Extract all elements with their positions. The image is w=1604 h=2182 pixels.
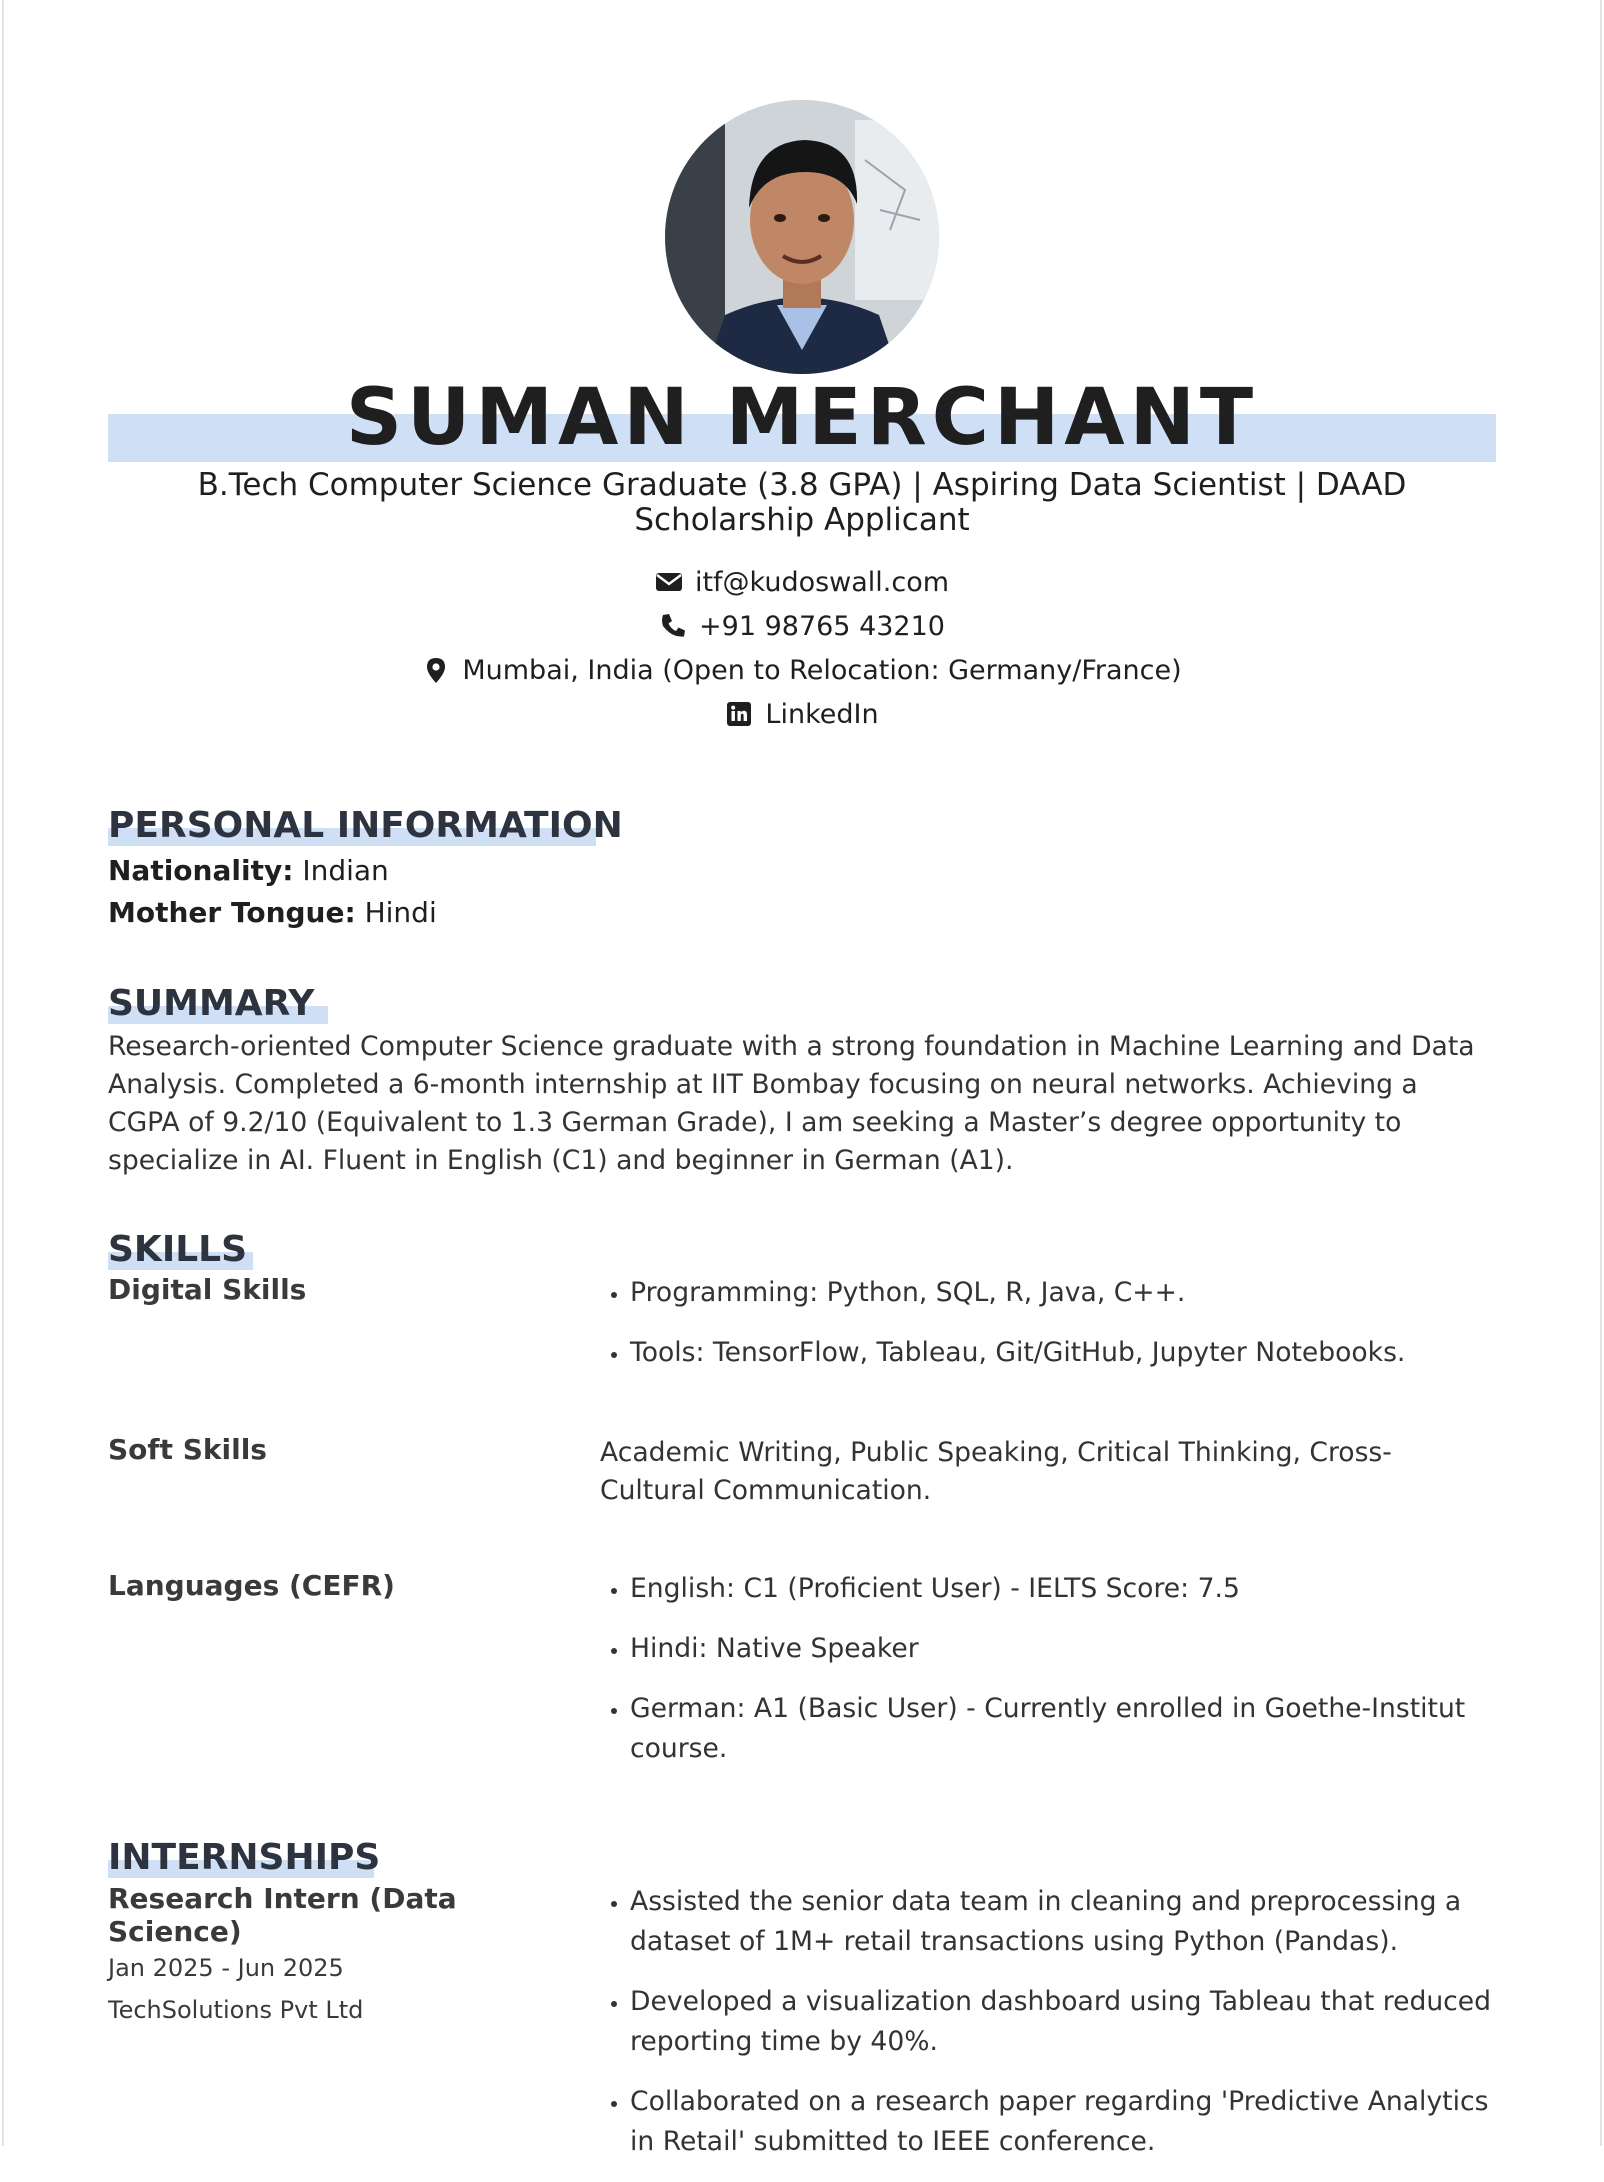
phone-icon bbox=[659, 612, 687, 640]
heading-text: INTERNSHIPS bbox=[108, 1837, 381, 1878]
candidate-name: SUMAN MERCHANT bbox=[345, 373, 1259, 463]
internship-bullets bbox=[600, 1882, 1496, 2182]
mother-tongue-row bbox=[108, 892, 437, 934]
internship-company: TechSolutions Pvt Ltd bbox=[108, 1996, 364, 2024]
summary-text: Research-oriented Computer Science graduate with a strong foundation in Machine Learning and Data Analysis. Completed a 6-month internship at IIT Bombay focusing on neural networks. Achieving a CGPA of 9.2/10 (Equivalent to 1.3 German Grade), I am seeking a Master’s degree opportunity to specialize in AI. Fluent in English (C1) and beginner in German (A1). bbox=[108, 1031, 1475, 1176]
internship-dates: Jan 2025 - Jun 2025 bbox=[108, 1954, 344, 1982]
envelope-icon bbox=[655, 568, 683, 596]
list-item: • Programming: Python, SQL, R, Java, C++. bbox=[630, 1273, 1496, 1313]
languages-list bbox=[600, 1569, 1496, 1789]
mother-tongue-value: Hindi bbox=[364, 896, 437, 929]
heading-text: SUMMARY bbox=[108, 983, 315, 1024]
list-item: • English: C1 (Proficient User) - IELTS Score: 7.5 bbox=[630, 1569, 1496, 1609]
location-pin-icon bbox=[422, 656, 450, 684]
list-item: • Developed a visualization dashboard using Tableau that reduced reporting time by 40%. bbox=[630, 1982, 1496, 2062]
linkedin-icon bbox=[725, 700, 753, 728]
summary-heading bbox=[108, 982, 315, 1026]
candidate-headline: B.Tech Computer Science Graduate (3.8 GPA) | Aspiring Data Scientist | DAAD Scholarship Applicant bbox=[197, 467, 1407, 538]
contact-list bbox=[108, 560, 1496, 736]
heading-text: SKILLS bbox=[108, 1229, 248, 1270]
heading-text: PERSONAL INFORMATION bbox=[108, 805, 623, 846]
soft-skills-label: Soft Skills bbox=[108, 1433, 267, 1466]
page-border-right bbox=[1600, 0, 1602, 2146]
profile-photo bbox=[665, 100, 939, 374]
contact-linkedin[interactable] bbox=[108, 692, 1496, 736]
languages-label: Languages (CEFR) bbox=[108, 1569, 395, 1602]
soft-skills-value: Academic Writing, Public Speaking, Critical Thinking, Cross-Cultural Communication. bbox=[600, 1437, 1392, 1506]
contact-phone-text: +91 98765 43210 bbox=[699, 610, 945, 642]
digital-skills-list bbox=[600, 1273, 1496, 1393]
internship-role: Research Intern (Data Science) bbox=[108, 1882, 457, 1948]
internships-heading bbox=[108, 1836, 380, 1880]
digital-skills-label: Digital Skills bbox=[108, 1273, 307, 1306]
contact-linkedin-text: LinkedIn bbox=[765, 698, 879, 730]
contact-email[interactable] bbox=[108, 560, 1496, 604]
list-item: • German: A1 (Basic User) - Currently enrolled in Goethe-Institut course. bbox=[630, 1689, 1496, 1769]
personal-info-heading bbox=[108, 804, 623, 848]
contact-phone[interactable] bbox=[108, 604, 1496, 648]
list-item: • Tools: TensorFlow, Tableau, Git/GitHub, Jupyter Notebooks. bbox=[630, 1333, 1496, 1373]
list-item: • Assisted the senior data team in cleaning and preprocessing a dataset of 1M+ retail transactions using Python (Pandas). bbox=[630, 1882, 1496, 1962]
page-border-left bbox=[2, 0, 4, 2146]
contact-location-text: Mumbai, India (Open to Relocation: Germany/France) bbox=[462, 654, 1182, 686]
nationality-label: Nationality: bbox=[108, 854, 294, 887]
mother-tongue-label: Mother Tongue: bbox=[108, 896, 356, 929]
nationality-row bbox=[108, 850, 389, 892]
nationality-value: Indian bbox=[302, 854, 389, 887]
list-item: • Collaborated on a research paper regarding 'Predictive Analytics in Retail' submitted to IEEE conference. bbox=[630, 2082, 1496, 2162]
contact-location bbox=[108, 648, 1496, 692]
soft-skills-text bbox=[600, 1434, 1496, 1510]
contact-email-text: itf@kudoswall.com bbox=[694, 566, 950, 598]
skills-heading bbox=[108, 1228, 247, 1272]
list-item: • Hindi: Native Speaker bbox=[630, 1629, 1496, 1669]
